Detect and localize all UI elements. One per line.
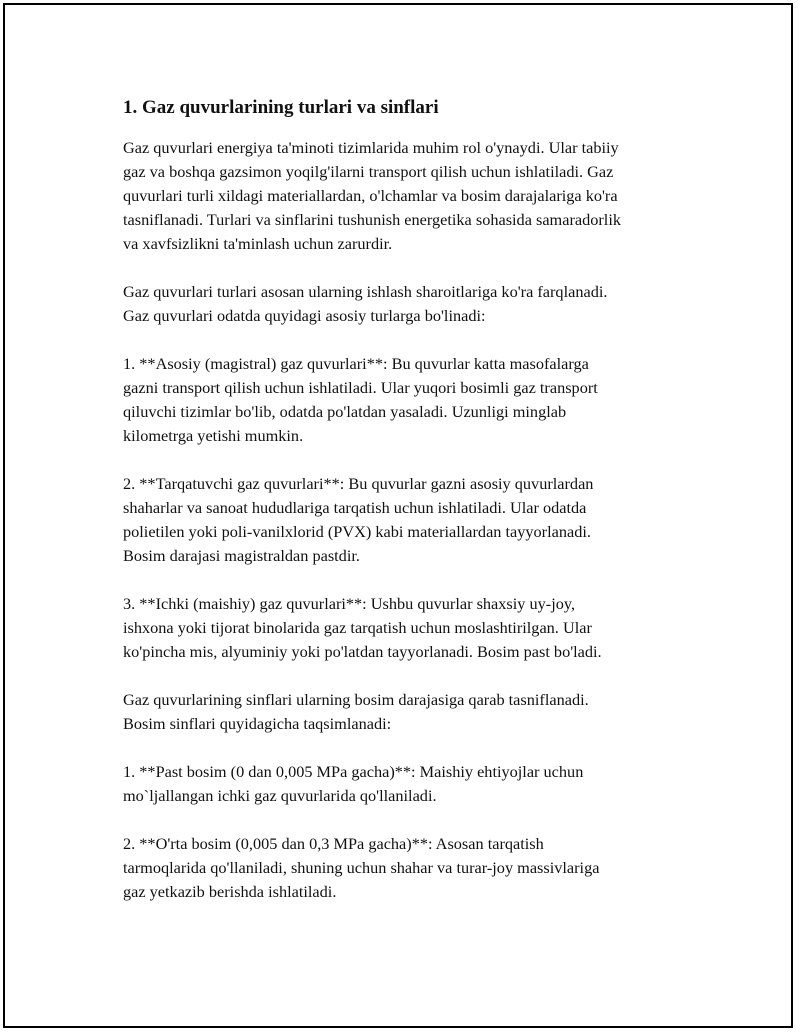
document-body xyxy=(123,95,703,928)
paragraph-intro: Gaz quvurlari energiya ta'minoti tizimlarida muhim rol o'ynaydi. Ular tabiiy gaz va boshqa gazsimon yoqilg'ilarni transport qilish uchun ishlatiladi. Gaz quvurlari turli xildagi materiallardan, o'lchamlar va bosim darajalariga ko'ra tasniflanadi. Turlari va sinflarini tushunish energetika sohasida samaradorlik va xavfsizlikni ta'minlash uchun zarurdir. xyxy=(123,138,621,253)
paragraph-class-low-pressure: 1. **Past bosim (0 dan 0,005 MPa gacha)**: Maishiy ehtiyojlar uchun mo`ljallangan ichki gaz quvurlarida qo'llaniladi. xyxy=(123,762,584,805)
paragraph-type-distribution-pipeline: 2. **Tarqatuvchi gaz quvurlari**: Bu quvurlar gazni asosiy quvurlardan shaharlar va sanoat hududlariga tarqatish uchun ishlatiladi. Ular odatda polietilen yoki poli-vanilxlorid (PVX) kabi materiallardan tayyorlanadi. Bosim darajasi magistraldan pastdir. xyxy=(123,474,594,565)
page-frame xyxy=(3,3,793,1028)
document-title: 1. Gaz quvurlarining turlari va sinflari xyxy=(123,97,439,118)
paragraph-type-main-pipeline: 1. **Asosiy (magistral) gaz quvurlari**: Bu quvurlar katta masofalarga gazni transport qilish uchun ishlatiladi. Ular yuqori bosimli gaz transport qiluvchi tizimlar bo'lib, odatda po'latdan yasaladi. Uzunligi minglab kilometrga yetishi mumkin. xyxy=(123,354,598,445)
paragraph-classes-intro: Gaz quvurlarining sinflari ularning bosim darajasiga qarab tasniflanadi. Bosim sinflari quyidagicha taqsimlanadi: xyxy=(123,690,589,733)
paragraph-class-medium-pressure: 2. **O'rta bosim (0,005 dan 0,3 MPa gacha)**: Asosan tarqatish tarmoqlarida qo'llaniladi, shuning uchun shahar va turar-joy massivlariga gaz yetkazib berishda ishlatiladi. xyxy=(123,834,600,901)
paragraph-types-intro: Gaz quvurlari turlari asosan ularning ishlash sharoitlariga ko'ra farqlanadi. Gaz quvurlari odatda quyidagi asosiy turlarga bo'linadi: xyxy=(123,282,608,325)
paragraph-type-domestic-pipeline: 3. **Ichki (maishiy) gaz quvurlari**: Ushbu quvurlar shaxsiy uy-joy, ishxona yoki tijorat binolarida gaz tarqatish uchun moslashtirilgan. Ular ko'pincha mis, alyuminiy yoki po'latdan tayyorlanadi. Bosim past bo'ladi. xyxy=(123,594,602,661)
